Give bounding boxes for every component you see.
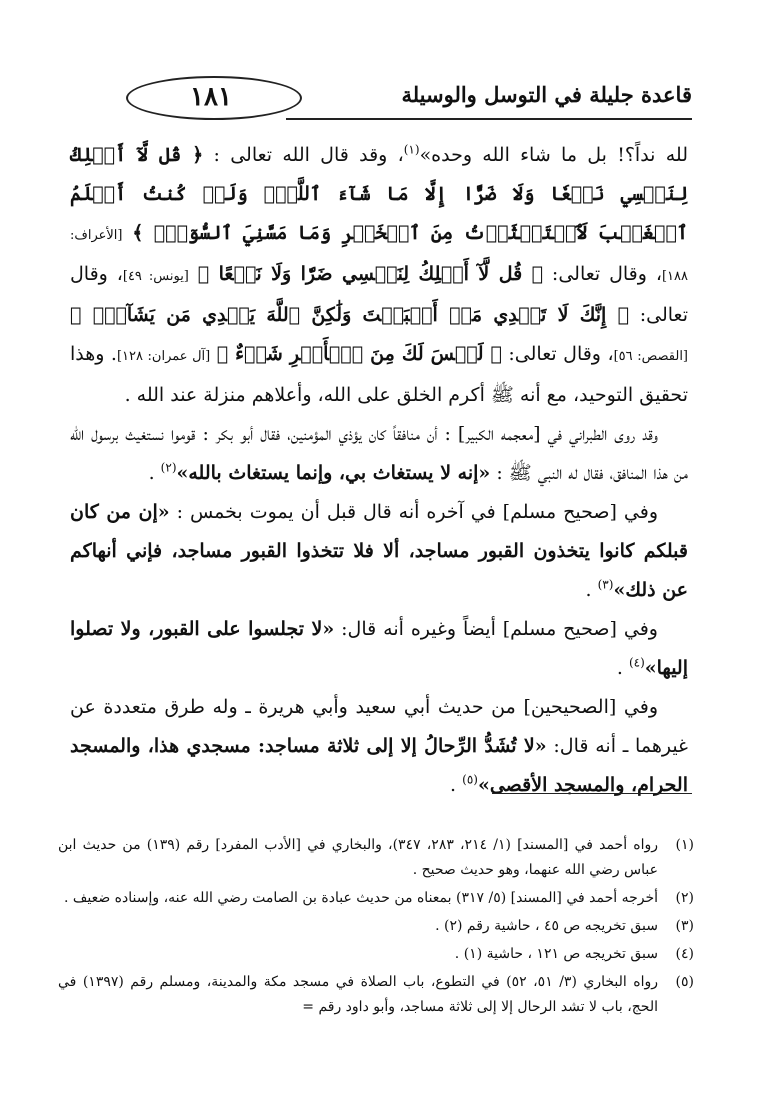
footnote-number: (٤) [675,946,694,962]
text: . [148,462,155,484]
footnote-number: (٥) [675,974,694,990]
header-rule [286,118,692,120]
footnote-marker: (٤) [628,655,645,670]
text: . [616,657,623,679]
paragraph-1 [70,136,688,415]
footnote-item [58,833,694,883]
text: وفي [صحيح مسلم] في آخره أنه قال قبل أن يموت بخمس : [169,501,658,523]
quran-verse: ﴿ إِنَّكَ لَا تَهۡدِي مَنۡ أَحۡبَبۡتَ وَلَٰكِنَّ ٱللَّهَ يَهۡدِي مَن يَشَآءُۚ ﴾ [70,304,630,326]
verse-reference: [يونس: ٤٩] [122,269,189,284]
footnote-marker: (٣) [597,577,614,592]
footnote-separator [492,793,692,794]
text: . وهذا تحقيق التوحيد، مع أنه ﷺ أكرم الخلق على الله، وأعلاهم منزلة عند الله . [70,343,688,406]
footnote-marker: (٢) [160,460,177,475]
footnote-item [58,914,694,939]
footnote-item [58,970,694,1020]
footnote-text: سبق تخريجه ص ١٢١ ، حاشية (١) . [454,946,658,962]
footnotes [58,833,694,1023]
text: . [585,579,592,601]
paragraph-2 [70,415,688,493]
footnote-item [58,886,694,911]
footnote-text: أخرجه أحمد في [المسند] (٥/ ٣١٧) بمعناه من حديث عبادة بن الصامت رضي الله عنه، وإسناده ضعيف . [63,890,658,906]
footnote-number: (٣) [675,918,694,934]
hadith-quote: «لا تُشَدُّ الرِّحالُ إلا إلى ثلاثة مساجد: مسجدي هذا، والمسجد الحرام، والمسجد الأقصى» [70,735,688,796]
text: وقد روى الطبراني في [معجمه الكبير] : أن منافقاً كان يؤذي المؤمنين، فقال أبو بكر : قوموا نستغيث برسول الله من هذا المنافق، فقال له النبي ﷺ : [70,423,688,484]
verse-reference: [الأعراف: ١٨٨] [70,228,688,284]
quran-verse: ﴿ لَيۡسَ لَكَ مِنَ ٱلۡأَمۡرِ شَيۡءٌ ﴾ [216,343,502,365]
hadith-quote: «إنه لا يستغاث بي، وإنما يستغاث بالله» [176,462,491,484]
footnote-text: سبق تخريجه ص ٤٥ ، حاشية رقم (٢) . [435,918,658,934]
footnote-marker: (١) [403,142,420,157]
paragraph-5 [70,688,688,805]
text: ، وقال تعالى: [70,263,689,326]
hadith-quote: «إن من كان قبلكم كانوا يتخذون القبور مساجد، ألا فلا تتخذوا القبور مساجد، فإني أنهاكم عن ذلك» [70,501,688,601]
quran-verse: ﴿ قُل لَّآ أَمۡلِكُ لِنَفۡسِي ضَرّٗا وَلَا نَفۡعًا ﴾ [197,263,544,285]
page-number: ١٨١ [190,82,232,112]
paragraph-4 [70,610,688,688]
footnote-number: (٢) [675,890,694,906]
page-header [110,66,692,124]
verse-reference: [القصص: ٥٦] [613,349,688,364]
text: وفي [الصحيحين] من حديث أبي سعيد وأبي هريرة ـ وله طرق متعددة عن غيرهما ـ أنه قال: [70,696,688,757]
text: . [450,774,457,796]
paragraph-3 [70,493,688,610]
footnote-marker: (٥) [462,772,478,787]
text: ، وقال تعالى: [543,263,662,285]
main-text [70,136,688,805]
footnote-text: رواه أحمد في [المسند] (١/ ٢١٤، ٢٨٣، ٣٤٧)، والبخاري في [الأدب المفرد] رقم (١٣٩) من حديث ابن عباس رضي الله عنهما، وهو حديث صحيح . [58,837,658,878]
footnote-number: (١) [675,837,694,853]
quran-verse: ﴿ قُل لَّآ أَمۡلِكُ لِنَفۡسِي نَفۡعٗا وَلَا ضَرًّا إِلَّا مَا شَآءَ ٱللَّهُۚ وَلَوۡ كُنتُ أَعۡلَمُ ٱلۡغَيۡبَ لَٱسۡتَكۡثَرۡتُ مِنَ ٱلۡخَيۡرِ وَمَا مَسَّنِيَ ٱلسُّوٓءُۚ ﴾ [70,144,688,244]
verse-reference: [آل عمران: ١٢٨] [116,349,211,364]
text: ، وقد قال الله تعالى : [203,144,404,166]
running-title: قاعدة جليلة في التوسل والوسيلة [401,82,692,107]
hadith-quote: «لا تجلسوا على القبور، ولا تصلوا إليها» [70,618,688,679]
text: ، وقال تعالى: [501,343,614,365]
text: وفي [صحيح مسلم] أيضاً وغيره أنه قال: [334,618,658,640]
footnote-item [58,942,694,967]
footnote-text: رواه البخاري (٣/ ٥١، ٥٢) في التطوع، باب الصلاة في مسجد مكة والمدينة، ومسلم رقم (١٣٩٧) في الحج، باب لا تشد الرحال إلا إلى ثلاثة مساجد، وأبو داود رقم = [58,974,659,1015]
text: لله نداً؟! بل ما شاء الله وحده» [419,144,688,166]
